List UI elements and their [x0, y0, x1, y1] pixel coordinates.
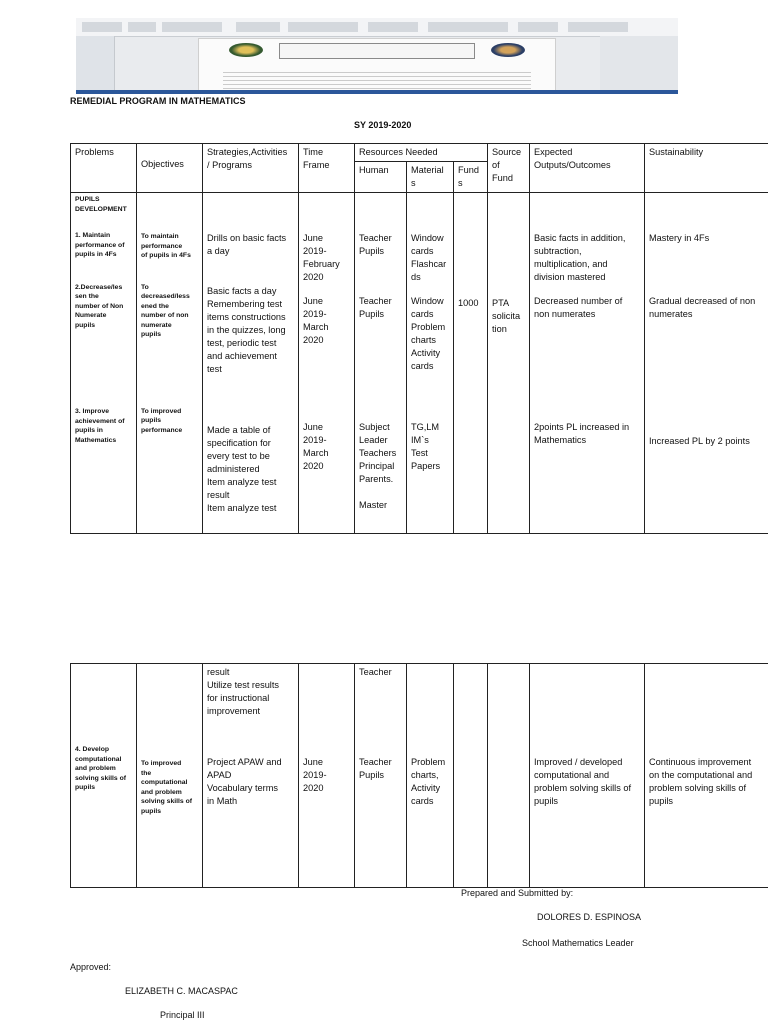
- objective-2: To decreased/less ened the number of non numerate pupils: [141, 283, 190, 338]
- human-4-cell: [355, 664, 407, 888]
- sustainability-1: Mastery in 4Fs: [649, 233, 710, 243]
- strategy-4-cell: [203, 664, 299, 888]
- human-continued: Teacher: [359, 667, 392, 677]
- source-2: PTA solicita tion: [492, 298, 521, 334]
- document-title: REMEDIAL PROGRAM IN MATHEMATICS: [70, 96, 246, 106]
- problem-3: 3. Improve achievement of pupils in Mathematics: [75, 408, 125, 444]
- human-4: Teacher Pupils: [359, 757, 392, 780]
- objectives-column: [137, 193, 203, 534]
- sustainability-column: [645, 193, 768, 534]
- funds-4-cell: [454, 664, 488, 888]
- problem-4: 4. Develop computational and problem solving skills of pupils: [75, 746, 126, 791]
- sustainability-3: Increased PL by 2 points: [649, 436, 750, 446]
- objective-4: To improved the computational and problem solving skills of pupils: [141, 760, 192, 815]
- time-frame-column: [299, 193, 355, 534]
- outcome-3: 2points PL increased in Mathematics: [534, 422, 630, 445]
- preparer-title: School Mathematics Leader: [522, 938, 634, 948]
- objective-3: To improved pupils performance: [141, 407, 183, 434]
- time-frame-4: June 2019- 2020: [303, 757, 327, 793]
- human-3: Subject Leader Teachers Principal Parents. Master: [359, 422, 397, 510]
- strategies-column: [203, 193, 299, 534]
- remedial-program-table: [70, 143, 768, 534]
- header-time-frame: Time Frame: [299, 144, 355, 193]
- table-header-row: [71, 144, 768, 162]
- materials-2: Window cards Problem charts Activity cards: [411, 296, 446, 371]
- problems-column: [71, 193, 137, 534]
- problem-1: 1. Maintain performance of pupils in 4Fs: [75, 232, 125, 258]
- human-column: [355, 193, 407, 534]
- sustainability-2: Gradual decreased of non numerates: [649, 296, 756, 319]
- outcomes-column: [530, 193, 645, 534]
- strategy-4: Project APAW and APAD Vocabulary terms in Math: [207, 757, 282, 806]
- document-page-preview: [198, 38, 556, 94]
- materials-4-cell: [407, 664, 454, 888]
- source-column: [488, 193, 530, 534]
- time-frame-1: June 2019- February 2020: [303, 233, 340, 282]
- materials-column: [407, 193, 454, 534]
- side-panel: [600, 36, 678, 94]
- sustainability-4: Continuous improvement on the computational and problem solving skills of pupils: [649, 757, 753, 806]
- outcome-4: Improved / developed computational and problem solving skills of pupils: [534, 757, 632, 806]
- table-body-row: [71, 193, 768, 534]
- header-funds: Fund s: [454, 162, 488, 193]
- human-1: Teacher Pupils: [359, 233, 392, 256]
- navigation-pane: [76, 36, 115, 94]
- remedial-program-table-continued: [70, 663, 768, 888]
- preparer-name: DOLORES D. ESPINOSA: [537, 912, 642, 922]
- division-seal-icon: [491, 43, 525, 57]
- materials-1: Window cards Flashcar ds: [411, 233, 447, 282]
- funds-2: 1000: [458, 298, 479, 308]
- time-frame-4-cell: [299, 664, 355, 888]
- outcome-2: Decreased number of non numerates: [534, 296, 623, 319]
- strategy-1: Drills on basic facts a day: [207, 233, 287, 256]
- letterhead-box: [279, 43, 475, 59]
- strategy-continued: result Utilize test results for instructional improvement: [207, 667, 279, 716]
- approver-title: Principal III: [160, 1010, 205, 1020]
- human-2: Teacher Pupils: [359, 296, 392, 319]
- header-problems: Problems: [71, 144, 137, 193]
- objective-1: To maintain performance of pupils in 4Fs: [141, 233, 191, 259]
- approved-label: Approved:: [70, 962, 112, 972]
- outcome-1: Basic facts in addition, subtraction, multiplication, and division mastered: [534, 233, 626, 282]
- outcome-4-cell: [530, 664, 645, 888]
- section-label: PUPILS DEVELOPMENT: [75, 196, 127, 213]
- strategy-3: Made a table of specification for every test to be administered Item analyze test result Item analyze test: [207, 425, 277, 513]
- toolbar-ribbon: [76, 18, 678, 37]
- header-resources-needed: Resources Needed: [355, 144, 488, 162]
- funds-column: [454, 193, 488, 534]
- header-materials: Material s: [407, 162, 454, 193]
- sustainability-4-cell: [645, 664, 768, 888]
- status-bar: [76, 90, 678, 94]
- strategy-2: Basic facts a day Remembering test items constructions in the quizzes, long test, periodic test and achievement test: [207, 286, 286, 374]
- approver-name: ELIZABETH C. MACASPAC: [125, 986, 238, 996]
- school-year: SY 2019-2020: [354, 120, 412, 130]
- prepared-by-label: Prepared and Submitted by:: [461, 888, 574, 898]
- time-frame-3: June 2019- March 2020: [303, 422, 329, 471]
- materials-4: Problem charts, Activity cards: [411, 757, 446, 806]
- problem-2: 2.Decrease/les sen the number of Non Numerate pupils: [75, 283, 124, 329]
- header-strategies: Strategies,Activities / Programs: [203, 144, 299, 193]
- header-objectives: Objectives: [137, 144, 203, 193]
- problem-4-cell: [71, 664, 137, 888]
- school-seal-icon: [229, 43, 263, 57]
- objective-4-cell: [137, 664, 203, 888]
- materials-3: TG,LM IM`s Test Papers: [411, 422, 441, 471]
- continuation-row: [71, 664, 768, 888]
- source-4-cell: [488, 664, 530, 888]
- embedded-document-screenshot: [76, 18, 678, 94]
- header-expected-outputs: Expected Outputs/Outcomes: [530, 144, 645, 193]
- header-source-of-fund: Source of Fund: [488, 144, 530, 193]
- header-human: Human: [355, 162, 407, 193]
- header-sustainability: Sustainability: [645, 144, 768, 193]
- time-frame-2: June 2019- March 2020: [303, 296, 329, 345]
